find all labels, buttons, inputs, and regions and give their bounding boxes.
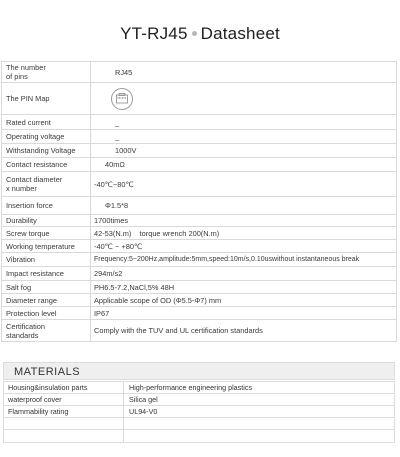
- materials-value: [124, 430, 395, 443]
- materials-key: Flammability rating: [4, 406, 124, 418]
- spec-value: IP67: [91, 307, 397, 320]
- spec-key-line: standards: [6, 330, 39, 340]
- spec-key-line: Contact diameter: [6, 175, 63, 184]
- spec-value: 1700times: [91, 215, 397, 227]
- spec-key: Screw torque: [2, 227, 91, 240]
- spec-value: -40℃ ~ +80℃: [91, 240, 397, 253]
- model-name: YT-RJ45: [120, 24, 188, 43]
- spec-key: [2, 172, 91, 197]
- materials-table: [3, 381, 395, 443]
- spec-key: Impact resistance: [2, 267, 91, 281]
- spec-key: [2, 320, 91, 342]
- spec-key-line: The number: [6, 63, 46, 72]
- spec-row-contact-resistance: [2, 158, 397, 172]
- spec-row-certification: [2, 320, 397, 342]
- spec-value: -40℃~80℃: [91, 172, 397, 197]
- spec-key: Withstanding Voltage: [2, 144, 91, 158]
- spec-row-protection-level: [2, 307, 397, 320]
- spec-key: Durability: [2, 215, 91, 227]
- spec-key: Rated current: [2, 115, 91, 130]
- materials-value: Silica gel: [124, 394, 395, 406]
- spec-key: Operating voltage: [2, 130, 91, 144]
- spec-value: Φ1.5*8: [91, 197, 397, 215]
- rj45-port-icon: [111, 88, 133, 110]
- materials-key: [4, 418, 124, 430]
- spec-value: PH6.5-7.2,NaCl,5% 48H: [91, 281, 397, 294]
- materials-heading: MATERIALS: [3, 362, 395, 380]
- spec-value: Frequency:5~200Hz,amplitude:5mm,speed:10m/s,0.10uswithout instantaneous break: [91, 253, 397, 267]
- spec-row-withstanding-voltage: [2, 144, 397, 158]
- spec-value: 1000V: [91, 144, 397, 158]
- spec-key: Protection level: [2, 307, 91, 320]
- spec-value: 42-53(N.m) torque wrench 200(N.m): [91, 227, 397, 240]
- spec-value: Applicable scope of OD (Φ5.5-Φ7) mm: [91, 294, 397, 307]
- title-subtitle: Datasheet: [200, 24, 280, 43]
- spec-value: 294m/s2: [91, 267, 397, 281]
- spec-key: Insertion force: [2, 197, 91, 215]
- spec-row-working-temperature: [2, 240, 397, 253]
- title-separator-dot: [192, 31, 197, 36]
- page-title: [0, 24, 400, 44]
- spec-key: Diameter range: [2, 294, 91, 307]
- spec-row-diameter-range: [2, 294, 397, 307]
- spec-row-screw-torque: [2, 227, 397, 240]
- materials-key: Housing&insulation parts: [4, 382, 124, 394]
- materials-value: [124, 418, 395, 430]
- spec-row-rated-current: [2, 115, 397, 130]
- materials-row: [4, 406, 395, 418]
- spec-table: [1, 61, 397, 342]
- spec-key: Contact resistance: [2, 158, 91, 172]
- spec-key: Working temperature: [2, 240, 91, 253]
- spec-value: [91, 83, 397, 115]
- spec-value: _: [91, 115, 397, 130]
- materials-row: [4, 382, 395, 394]
- spec-key: Vibration: [2, 253, 91, 267]
- spec-row-salt-fog: [2, 281, 397, 294]
- spec-key-line: of pins: [6, 72, 28, 81]
- spec-value: RJ45: [91, 62, 397, 83]
- materials-value: High-performance engineering plastics: [124, 382, 395, 394]
- materials-row: [4, 394, 395, 406]
- spec-key: The PIN Map: [2, 83, 91, 115]
- spec-value: 40mΩ: [91, 158, 397, 172]
- spec-row-insertion-force: [2, 197, 397, 215]
- materials-key: waterproof cover: [4, 394, 124, 406]
- spec-row-vibration: [2, 253, 397, 267]
- spec-row-impact-resistance: [2, 267, 397, 281]
- spec-row-pin-map: [2, 83, 397, 115]
- spec-row-durability: [2, 215, 397, 227]
- spec-key: [2, 62, 91, 83]
- spec-key: Salt fog: [2, 281, 91, 294]
- spec-value: _: [91, 130, 397, 144]
- spec-key-line: Certification: [6, 321, 46, 331]
- spec-row-operating-voltage: [2, 130, 397, 144]
- spec-row-contact-diameter: [2, 172, 397, 197]
- materials-key: [4, 430, 124, 443]
- spec-key-line: x number: [6, 184, 37, 193]
- materials-row-empty: [4, 418, 395, 430]
- materials-value: UL94-V0: [124, 406, 395, 418]
- materials-row-empty: [4, 430, 395, 443]
- spec-value: Comply with the TUV and UL certification standards: [91, 320, 397, 342]
- spec-row-pins: [2, 62, 397, 83]
